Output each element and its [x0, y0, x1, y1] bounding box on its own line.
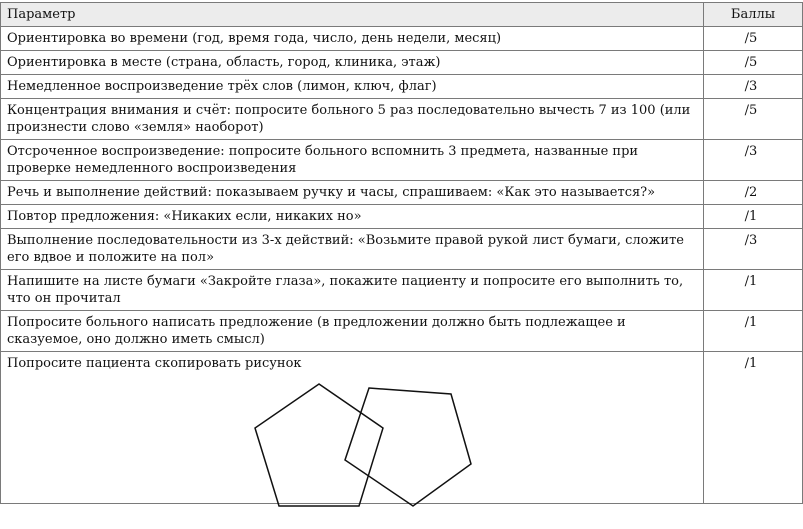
score-cell: /3	[704, 75, 803, 99]
table-row	[1, 270, 803, 311]
param-cell: Попросите больного написать предложение (в предложении должно быть подлежащее и сказуемое, оно должно иметь смысл)	[1, 311, 704, 352]
table-row	[1, 311, 803, 352]
table-row	[1, 51, 803, 75]
score-cell: /3	[704, 140, 803, 181]
param-cell: Речь и выполнение действий: показываем ручку и часы, спрашиваем: «Как это называется?»	[1, 181, 704, 205]
table-row	[1, 352, 803, 504]
param-cell: Немедленное воспроизведение трёх слов (лимон, ключ, флаг)	[1, 75, 704, 99]
score-cell: /1	[704, 205, 803, 229]
param-cell: Концентрация внимания и счёт: попросите больного 5 раз последовательно вычесть 7 из 100 (или произнести слово «земля» наоборот)	[1, 99, 704, 140]
table-row	[1, 181, 803, 205]
score-cell: /5	[704, 51, 803, 75]
table-row	[1, 27, 803, 51]
param-cell: Напишите на листе бумаги «Закройте глаза», покажите пациенту и попросите его выполнить то, что он прочитал	[1, 270, 704, 311]
mmse-table	[0, 2, 803, 504]
param-text: Попросите пациента скопировать рисунок	[7, 356, 302, 371]
table-row	[1, 75, 803, 99]
score-cell: /1	[704, 311, 803, 352]
figure-area	[7, 372, 697, 500]
score-cell: /2	[704, 181, 803, 205]
param-cell: Отсроченное воспроизведение: попросите больного вспомнить 3 предмета, названные при проверке немедленного воспроизведения	[1, 140, 704, 181]
score-cell: /1	[704, 270, 803, 311]
param-cell: Ориентировка в месте (страна, область, город, клиника, этаж)	[1, 51, 704, 75]
table-row	[1, 99, 803, 140]
header-param: Параметр	[1, 3, 704, 27]
score-cell: /1	[704, 352, 803, 504]
intersecting-pentagons-icon	[245, 380, 481, 508]
param-cell: Выполнение последовательности из 3-х действий: «Возьмите правой рукой лист бумаги, сложите его вдвое и положите на пол»	[1, 229, 704, 270]
score-cell: /5	[704, 27, 803, 51]
table-row	[1, 140, 803, 181]
score-cell: /3	[704, 229, 803, 270]
table-row	[1, 229, 803, 270]
param-cell: Повтор предложения: «Никаких если, никаких но»	[1, 205, 704, 229]
header-score: Баллы	[704, 3, 803, 27]
table-row	[1, 205, 803, 229]
param-cell: Ориентировка во времени (год, время года, число, день недели, месяц)	[1, 27, 704, 51]
table-header-row	[1, 3, 803, 27]
score-cell: /5	[704, 99, 803, 140]
param-cell-with-figure	[1, 352, 704, 504]
